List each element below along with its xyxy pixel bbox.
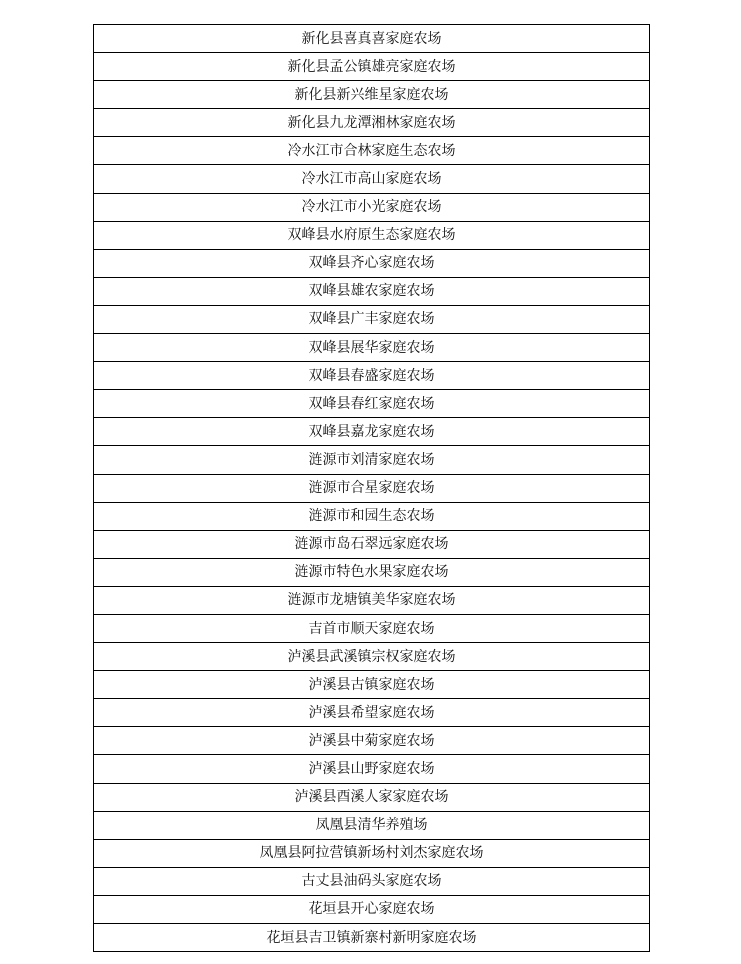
table-row <box>94 53 650 81</box>
farm-name-cell: 双峰县展华家庭农场 <box>94 334 650 362</box>
table-row <box>94 643 650 671</box>
farm-name-cell: 花垣县吉卫镇新寨村新明家庭农场 <box>94 924 650 952</box>
table-row <box>94 305 650 333</box>
table-row <box>94 390 650 418</box>
farm-name-cell: 泸溪县古镇家庭农场 <box>94 671 650 699</box>
table-row <box>94 867 650 895</box>
table-row <box>94 614 650 642</box>
farm-name-cell: 新化县九龙潭湘林家庭农场 <box>94 109 650 137</box>
farm-name-cell: 双峰县齐心家庭农场 <box>94 249 650 277</box>
farm-name-cell: 涟源市岛石翠远家庭农场 <box>94 530 650 558</box>
farm-name-cell: 新化县喜真喜家庭农场 <box>94 25 650 53</box>
table-row <box>94 334 650 362</box>
farm-list-table <box>93 24 650 952</box>
table-row <box>94 362 650 390</box>
farm-name-cell: 泸溪县中菊家庭农场 <box>94 727 650 755</box>
farm-name-cell: 双峰县水府原生态家庭农场 <box>94 221 650 249</box>
farm-name-cell: 涟源市龙塘镇美华家庭农场 <box>94 586 650 614</box>
table-row <box>94 446 650 474</box>
farm-name-cell: 吉首市顺天家庭农场 <box>94 614 650 642</box>
table-row <box>94 418 650 446</box>
farm-name-cell: 冷水江市高山家庭农场 <box>94 165 650 193</box>
farm-name-cell: 涟源市特色水果家庭农场 <box>94 558 650 586</box>
farm-name-cell: 双峰县雄农家庭农场 <box>94 277 650 305</box>
table-row <box>94 699 650 727</box>
farm-name-cell: 新化县新兴维星家庭农场 <box>94 81 650 109</box>
farm-name-cell: 泸溪县酉溪人家家庭农场 <box>94 783 650 811</box>
farm-name-cell: 双峰县广丰家庭农场 <box>94 305 650 333</box>
farm-name-cell: 古丈县油码头家庭农场 <box>94 867 650 895</box>
farm-name-cell: 泸溪县希望家庭农场 <box>94 699 650 727</box>
table-row <box>94 558 650 586</box>
table-row <box>94 165 650 193</box>
table-row <box>94 474 650 502</box>
table-row <box>94 221 650 249</box>
table-row <box>94 671 650 699</box>
farm-name-cell: 泸溪县山野家庭农场 <box>94 755 650 783</box>
farm-name-cell: 花垣县开心家庭农场 <box>94 895 650 923</box>
farm-name-cell: 冷水江市小光家庭农场 <box>94 193 650 221</box>
table-row <box>94 193 650 221</box>
table-row <box>94 839 650 867</box>
farm-name-cell: 冷水江市合林家庭生态农场 <box>94 137 650 165</box>
table-row <box>94 811 650 839</box>
table-row <box>94 137 650 165</box>
farm-name-cell: 涟源市刘清家庭农场 <box>94 446 650 474</box>
table-row <box>94 109 650 137</box>
farm-name-cell: 凤凰县阿拉营镇新场村刘杰家庭农场 <box>94 839 650 867</box>
table-row <box>94 530 650 558</box>
table-row <box>94 25 650 53</box>
table-row <box>94 727 650 755</box>
farm-name-cell: 双峰县春盛家庭农场 <box>94 362 650 390</box>
table-row <box>94 895 650 923</box>
table-row <box>94 924 650 952</box>
table-row <box>94 586 650 614</box>
table-row <box>94 81 650 109</box>
table-row <box>94 502 650 530</box>
table-row <box>94 249 650 277</box>
table-row <box>94 277 650 305</box>
farm-name-cell: 新化县孟公镇雄亮家庭农场 <box>94 53 650 81</box>
farm-name-cell: 涟源市和园生态农场 <box>94 502 650 530</box>
farm-name-cell: 泸溪县武溪镇宗权家庭农场 <box>94 643 650 671</box>
table-row <box>94 783 650 811</box>
farm-name-cell: 双峰县嘉龙家庭农场 <box>94 418 650 446</box>
farm-list-body <box>94 25 650 952</box>
farm-name-cell: 双峰县春红家庭农场 <box>94 390 650 418</box>
table-row <box>94 755 650 783</box>
farm-name-cell: 凤凰县清华养殖场 <box>94 811 650 839</box>
farm-name-cell: 涟源市合星家庭农场 <box>94 474 650 502</box>
